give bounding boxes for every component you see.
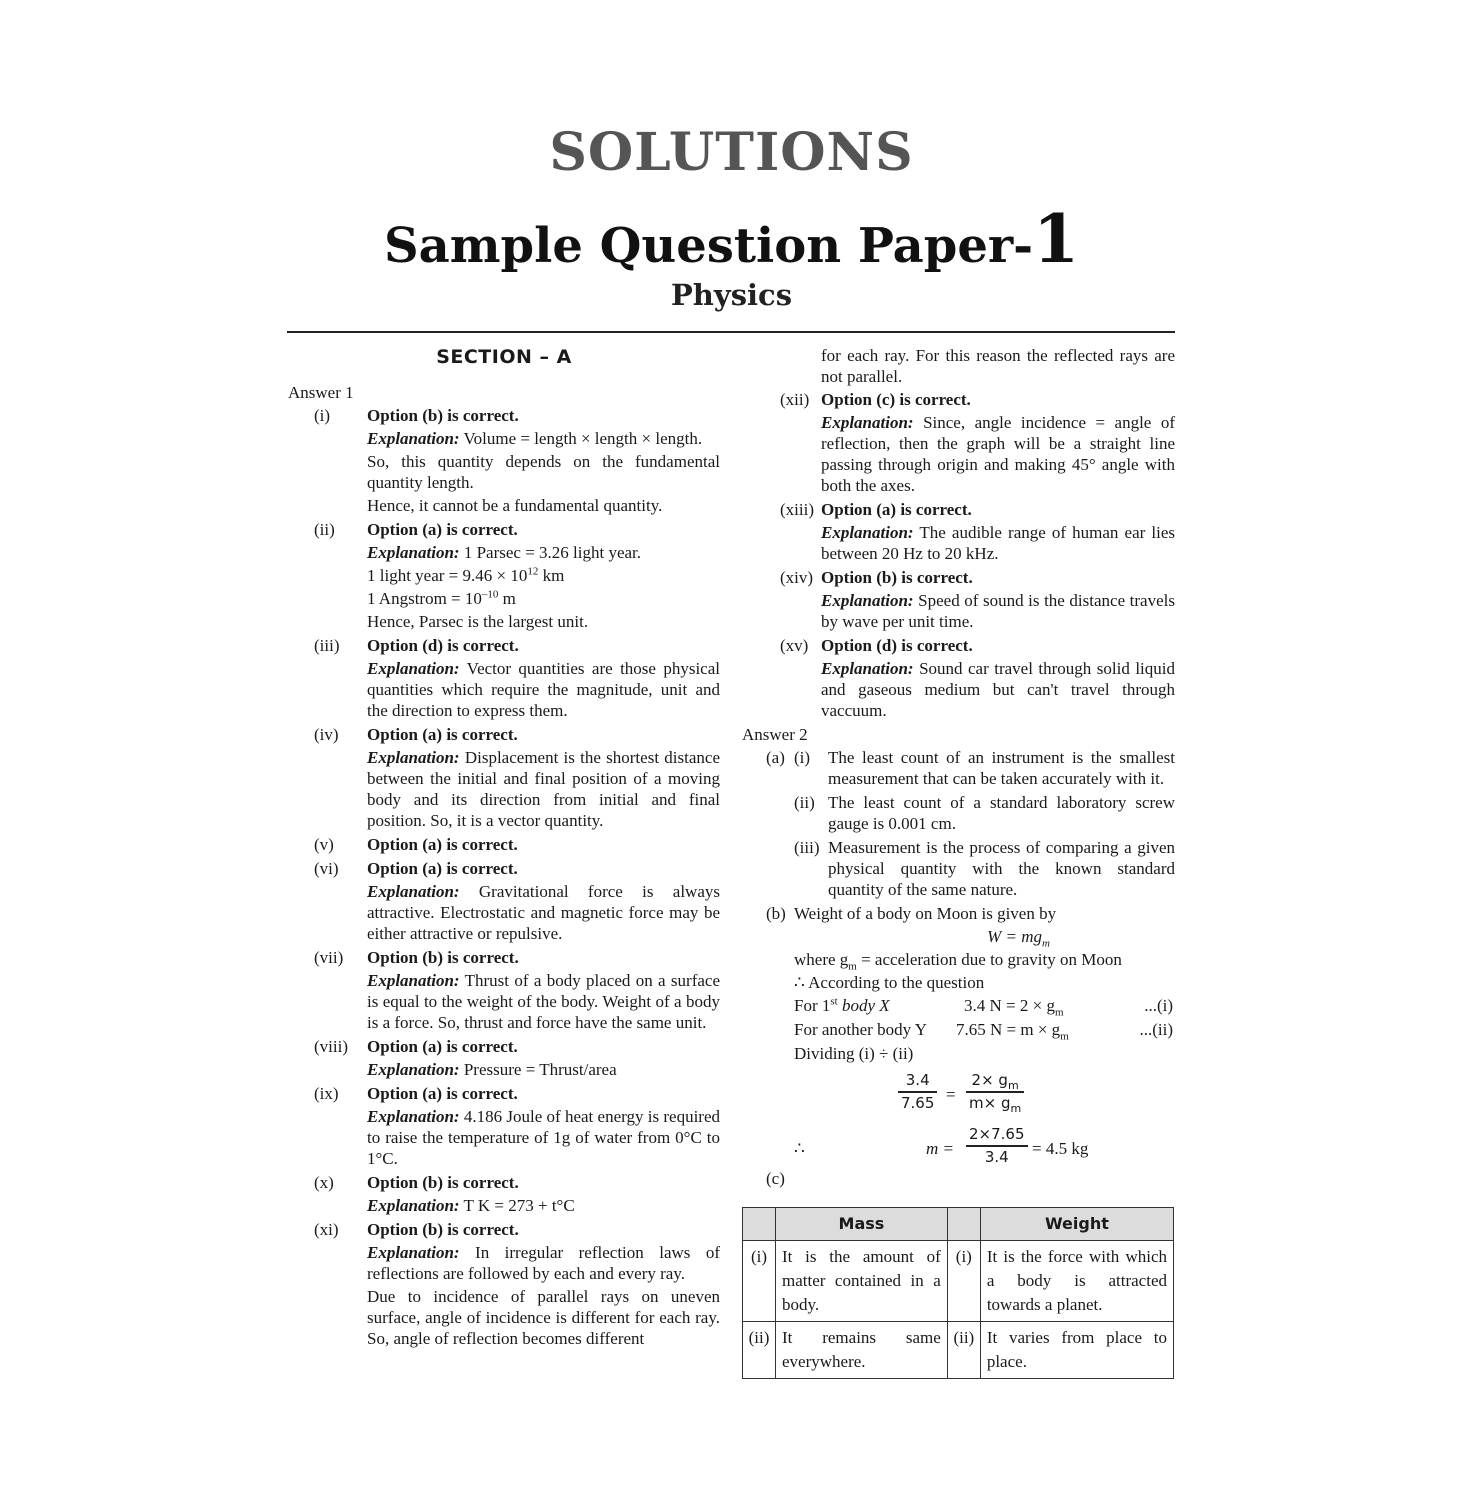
item-number: (xv) (780, 636, 809, 655)
table-cell: (ii) (947, 1322, 980, 1379)
answer-item (288, 858, 720, 944)
table-header-row (743, 1208, 1174, 1241)
table-header (743, 1208, 776, 1241)
fraction-left: $\frac{3.4}{7.65}$ (898, 1070, 937, 1114)
item-number: (i) (314, 406, 331, 425)
explanation: Explanation: Since, angle incidence = angle of reflection, then the graph will be a straight line passing through origin and making 45° angle with both the axes. (821, 413, 1175, 495)
answer-item (742, 567, 1175, 632)
item-number: (ix) (314, 1084, 339, 1103)
explanation: Explanation: Sound car travel through solid liquid and gaseous medium but can't travel through vaccuum. (821, 659, 1175, 720)
table-row (743, 1322, 1174, 1379)
left-column (288, 345, 720, 1352)
continued-text: for each ray. For this reason the reflected rays are not parallel. (821, 346, 1175, 386)
part-label: (a) (766, 748, 785, 767)
item-number: (iii) (794, 838, 820, 857)
option-text: Option (b) is correct. (367, 406, 519, 425)
explanation: Explanation: Gravitational force is always attractive. Electrostatic and magnetic force may be either attractive or repulsive. (367, 882, 720, 943)
right-column (742, 345, 1175, 1196)
table-header (947, 1208, 980, 1241)
item-number: (x) (314, 1173, 334, 1192)
fraction-right: $\frac{2\times g_m}{m\times g_m}$ (966, 1070, 1024, 1114)
table-cell: It is the force with which a body is attracted towards a planet. (980, 1241, 1173, 1322)
item-number: (xiv) (780, 568, 814, 587)
option-text: Option (b) is correct. (367, 948, 519, 967)
answer-text: Measurement is the process of comparing a given physical quantity with the known standard quantity of the same nature. (828, 838, 1175, 899)
explanation: Explanation: Volume = length × length × length. (367, 429, 703, 448)
another-body-line: For another body Y 7.65 $N = m \times g_m$ ...(ii) (794, 1020, 1173, 1043)
solutions-heading: SOLUTIONS (549, 122, 914, 183)
option-text: Option (b) is correct. (367, 1173, 519, 1192)
option-text: Option (d) is correct. (367, 636, 519, 655)
explanation: Explanation: Speed of sound is the distance travels by wave per unit time. (821, 591, 1175, 631)
answer-item (742, 635, 1175, 721)
answer-text: The least count of an instrument is the smallest measurement that can be taken accurately with it. (828, 748, 1175, 788)
explanation: Explanation: Pressure = Thrust/area (367, 1060, 617, 1079)
table-cell: (i) (947, 1241, 980, 1322)
item-number: (vii) (314, 948, 344, 967)
answer-label: Answer 1 (288, 383, 354, 402)
ratio-equation (742, 1070, 1175, 1122)
item-number: (ii) (794, 793, 815, 812)
explanation: Explanation: T K = 273 + t°C (367, 1196, 575, 1215)
table-cell: It is the amount of matter contained in a body. (776, 1241, 948, 1322)
answer-label: Answer 2 (742, 725, 808, 744)
answer2-b (742, 903, 1175, 1194)
item-number: (v) (314, 835, 334, 854)
section-heading: SECTION – A (436, 346, 572, 368)
item-number: (xi) (314, 1220, 339, 1239)
explanation: Explanation: Vector quantities are those physical quantities which require the magnitude, unit and the direction to express them. (367, 659, 720, 720)
option-text: Option (a) is correct. (367, 725, 518, 744)
answer-item (288, 1036, 720, 1080)
option-text: Option (a) is correct. (367, 1084, 518, 1103)
option-text: Option (b) is correct. (367, 1220, 519, 1239)
table-cell: (i) (743, 1241, 776, 1322)
item-number: (i) (794, 748, 811, 767)
paper-title: Sample Question Paper-1 (383, 200, 1080, 278)
therefore-sign: ∴ (794, 1139, 805, 1158)
option-text: Option (b) is correct. (821, 568, 973, 587)
answer-item (288, 724, 720, 831)
table-cell: It varies from place to place. (980, 1322, 1173, 1379)
answer-item (288, 947, 720, 1033)
item-number: (xii) (780, 390, 810, 409)
explanation-extra: Hence, it cannot be a fundamental quantity. (367, 496, 663, 515)
item-number: (xiii) (780, 500, 814, 519)
light-year-line: 1 light year = $9.46 \times 10^{12}$ km (367, 565, 565, 585)
option-text: Option (a) is correct. (367, 835, 518, 854)
weight-equation: $W = mg_m$ (987, 927, 1050, 950)
answer2-a-item (742, 747, 1175, 789)
answer2-a-item (742, 792, 1175, 834)
explanation-extra: Due to incidence of parallel rays on uneven surface, angle of incidence is different for each ray. So, angle of reflection becomes different (367, 1287, 720, 1348)
part-label: (c) (766, 1169, 785, 1188)
angstrom-line: 1 Angstrom = $10^{-10}$ m (367, 588, 516, 608)
option-text: Option (a) is correct. (367, 1037, 518, 1056)
explanation: Explanation: Displacement is the shortest distance between the initial and final position of a moving body and its direction from initial and final position. So, it is a vector quantity. (367, 748, 720, 830)
table-cell: (ii) (743, 1322, 776, 1379)
explanation-extra: So, this quantity depends on the fundamental quantity length. (367, 452, 720, 492)
item-number: (iv) (314, 725, 339, 744)
explanation: Explanation: In irregular reflection laws of reflections are followed by each and every ray. (367, 1243, 720, 1283)
answer-item (288, 1219, 720, 1349)
answer-item (742, 499, 1175, 564)
b-intro: Weight of a body on Moon is given by (794, 904, 1057, 923)
mass-result: = 4.5 kg (1032, 1139, 1089, 1158)
answer-item (288, 1083, 720, 1169)
answer-item (288, 635, 720, 721)
item-number: (viii) (314, 1037, 348, 1056)
option-text: Option (a) is correct. (367, 859, 518, 878)
where-line: where $g_m$ = acceleration due to gravity on Moon (794, 950, 1122, 973)
option-text: Option (c) is correct. (821, 390, 971, 409)
first-body-line: For 1st body X 3.4 $N = 2 \times g_m$ ...(i) (794, 995, 1173, 1019)
table-header: Weight (980, 1208, 1173, 1241)
table-cell: It remains same everywhere. (776, 1322, 948, 1379)
table-row (743, 1241, 1174, 1322)
header-rule (287, 331, 1175, 333)
answer-item (288, 405, 720, 516)
answer-item (288, 1172, 720, 1216)
explanation: Explanation: 4.186 Joule of heat energy is required to raise the temperature of 1g of water from 0°C to 1°C. (367, 1107, 720, 1168)
explanation: Explanation: The audible range of human ear lies between 20 Hz to 20 kHz. (821, 523, 1175, 563)
answer-item (288, 519, 720, 632)
explanation-extra: Hence, Parsec is the largest unit. (367, 612, 589, 631)
option-text: Option (a) is correct. (821, 500, 972, 519)
fraction-mass: $\frac{2\times 7.65}{3.4}$ (966, 1124, 1028, 1168)
explanation: Explanation: 1 Parsec = 3.26 light year. (367, 543, 642, 562)
item-number: (ii) (314, 520, 335, 539)
subject-heading: Physics (670, 278, 793, 312)
item-number: (iii) (314, 636, 340, 655)
answer-text: The least count of a standard laboratory screw gauge is 0.001 cm. (828, 793, 1175, 833)
explanation: Explanation: Thrust of a body placed on a surface is equal to the weight of the body. Weight of a body is a force. So, thrust and force have the same unit. (367, 971, 720, 1032)
table-header: Mass (776, 1208, 948, 1241)
answer2-a-item (742, 837, 1175, 900)
mass-result-equation (742, 1124, 1175, 1176)
option-text: Option (d) is correct. (821, 636, 973, 655)
mass-weight-table (742, 1207, 1174, 1379)
answer-item (742, 389, 1175, 496)
according-line: ∴ According to the question (794, 973, 985, 992)
mass-symbol: m = (926, 1139, 954, 1158)
part-label: (b) (766, 904, 786, 923)
equals-sign: = (946, 1085, 956, 1104)
answer-item (288, 834, 720, 855)
option-text: Option (a) is correct. (367, 520, 518, 539)
dividing-line: Dividing (i) ÷ (ii) (794, 1044, 914, 1063)
item-number: (vi) (314, 859, 339, 878)
